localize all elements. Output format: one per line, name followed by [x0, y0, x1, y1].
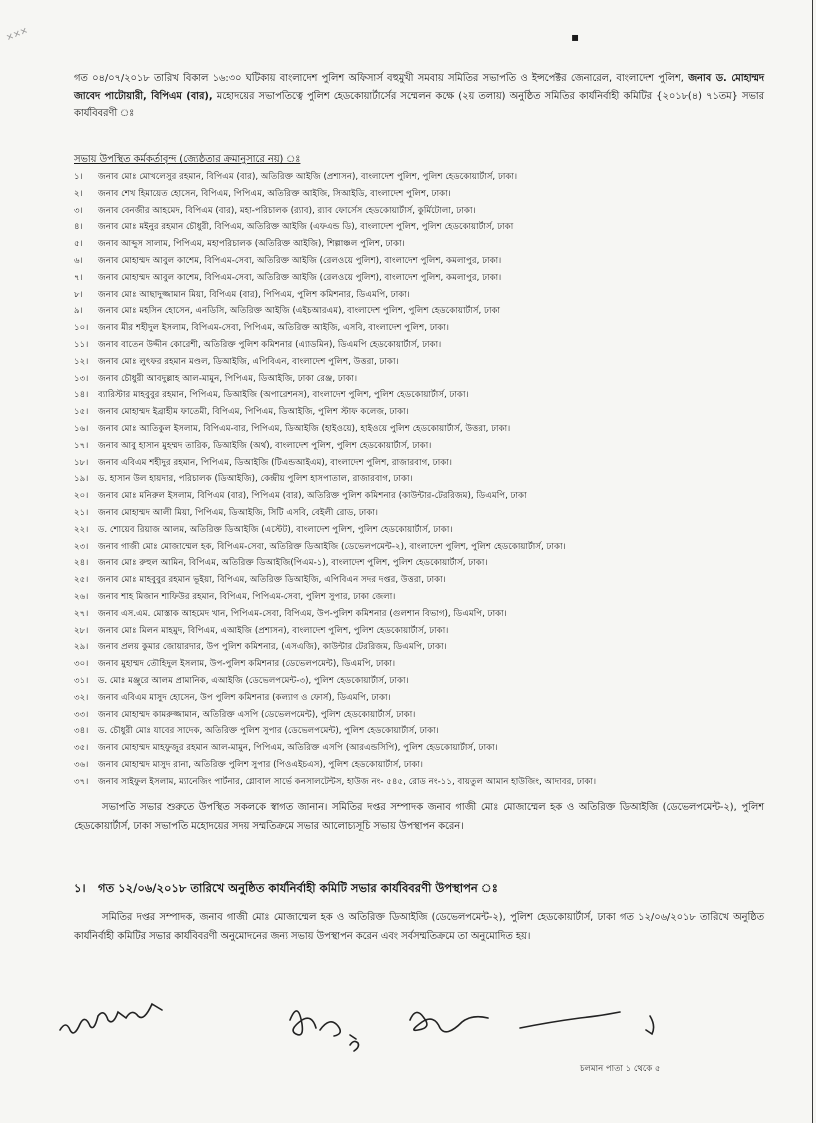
attendee-number: ১৬। [74, 423, 89, 434]
attendee-number: ৮। [74, 289, 83, 300]
signature-2 [290, 1011, 340, 1036]
signature-scribbles [50, 990, 750, 1060]
attendee-item [74, 572, 774, 589]
attendee-number: ২৪। [74, 558, 89, 569]
attendee-item [74, 539, 774, 556]
attendee-item [74, 623, 774, 640]
attendee-item [74, 455, 774, 472]
attendee-text: জনাব মোহাম্মদ মাহফুজুর রহমান আল-মামুন, পিপিএম, অতিরিক্ত এসপি (আরএন্ডসিপি), পুলিশ হেডকোয়ার্টার্স, ঢাকা। [98, 743, 498, 754]
attendee-item [74, 555, 774, 572]
attendee-number: ২৩। [74, 541, 89, 552]
attendee-item [74, 438, 774, 455]
attendee-number: ১১। [74, 339, 89, 350]
attendee-text: জনাব গাজী মোঃ মোজাম্মেল হক, বিপিএম-সেবা, অতিরিক্ত ডিআইজি (ডেভেলপমেন্ট-২), বাংলাদেশ পুলিশ, পুলিশ হেডকোয়ার্টার্স, ঢাকা। [98, 541, 566, 552]
attendee-number: ৩৩। [74, 709, 89, 720]
attendee-item [74, 320, 774, 337]
attendee-number: ২। [74, 188, 83, 199]
attendee-number: ২৭। [74, 608, 89, 619]
attendee-text: জনাব মোঃ মইনুর রহমান চৌধুরী, বিপিএম, অতিরিক্ত আইজি (এফএন্ড ডি), বাংলাদেশ পুলিশ, পুলিশ হেডকোয়ার্টার্স, ঢাকা [98, 222, 514, 233]
signature-3 [350, 1035, 359, 1051]
attendee-item [74, 488, 774, 505]
attendee-number: ৩৫। [74, 743, 89, 754]
attendee-item [74, 707, 774, 724]
attendee-number: ২০। [74, 491, 89, 502]
attendee-number: ৩৭। [74, 776, 89, 787]
attendee-text: জনাব শাহ মিজান শাফিউর রহমান, বিপিএম, পিপিএম-সেবা, পুলিশ সুপার, ঢাকা জেলা। [98, 591, 396, 602]
attendee-number: ২৮। [74, 625, 89, 636]
attendee-item [74, 236, 774, 253]
attendee-number: ৩৬। [74, 759, 89, 770]
signature-1 [60, 1004, 162, 1033]
attendee-number: ৩০। [74, 659, 89, 670]
attendee-item [74, 673, 774, 690]
attendee-item [74, 387, 774, 404]
attendee-text: জনাব মুহাম্মদ তৌহিদুল ইসলাম, উপ-পুলিশ কমিশনার (ডেভেলপমেন্ট), ডিএমপি, ঢাকা। [98, 659, 396, 670]
attendee-item [74, 169, 774, 186]
attendee-item [74, 303, 774, 320]
attendee-text: জনাব মোঃ আতিকুল ইসলাম, বিপিএম-বার, পিপিএম, ডিআইজি (হাইওয়ে), হাইওয়ে পুলিশ হেডকোয়ার্টার্স, উত্তরা, ঢাকা। [98, 423, 511, 434]
attendee-item [74, 656, 774, 673]
attendee-text: জনাব মোহাম্মদ আবুল কাশেম, বিপিএম-সেবা, অতিরিক্ত আইজি (রেলওয়ে পুলিশ), বাংলাদেশ পুলিশ, কমলাপুর, ঢাকা। [98, 272, 502, 283]
attendee-number: ২৫। [74, 575, 89, 586]
section-heading [74, 880, 774, 899]
attendee-item [74, 186, 774, 203]
attendee-text: জনাব মোঃ মিলন মাহমুদ, বিপিএম, এআইজি (প্রশাসন), বাংলাদেশ পুলিশ, পুলিশ হেডকোয়ার্টার্স, ঢাকা। [98, 625, 449, 636]
attendee-text: জনাব মোহাম্মদ আবুল কাশেম, বিপিএম-সেবা, অতিরিক্ত আইজি (রেলওয়ে পুলিশ), বাংলাদেশ পুলিশ, কমলাপুর, ঢাকা। [98, 255, 502, 266]
attendee-item [74, 690, 774, 707]
attendee-item [74, 723, 774, 740]
attendee-text: জনাব মোহাম্মদ আলী মিয়া, পিপিএম, ডিআইজি, সিটি এসবি, বেইলী রোড, ঢাকা। [98, 507, 379, 518]
attendee-number: ৯। [74, 306, 83, 317]
intro-part1: গত ০৪/০৭/২০১৮ তারিখ বিকাল ১৬:৩০ ঘটিকায় বাংলাদেশ পুলিশ অফিসার্স বহুমুখী সমবায় সমিতির সভাপতি ও ইন্সপেক্টর জেনারেল, বাংলাদেশ পুলিশ, [74, 73, 684, 84]
attendee-text: জনাব মোঃ মাহবুবুর রহমান ভূইয়া, বিপিএম, অতিরিক্ত ডিআইজি, এপিবিএন সদর দপ্তর, উত্তরা, ঢাকা। [98, 575, 446, 586]
attendee-item [74, 505, 774, 522]
attendee-text: জনাব এবিএম শহীদুর রহমান, পিপিএম, ডিআইজি (টিএন্ডআইএম), বাংলাদেশ পুলিশ, রাজারবাগ, ঢাকা। [98, 457, 452, 468]
attendee-text: জনাব মীর শহীদুল ইসলাম, বিপিএম-সেবা, পিপিএম, অতিরিক্ত আইজি, এসবি, বাংলাদেশ পুলিশ, ঢাকা। [98, 323, 449, 334]
attendee-text: জনাব আব্দুস সালাম, পিপিএম, মহাপরিচালক (অতিরিক্ত আইজি), শিল্পাঞ্চল পুলিশ, ঢাকা। [98, 239, 405, 250]
signatures [50, 990, 750, 1060]
attendee-text: ব্যারিস্টার মাহবুবুর রহমান, পিপিএম, ডিআইজি (অপারেশনস), বাংলাদেশ পুলিশ, পুলিশ হেডকোয়ার্টার্স, ঢাকা। [98, 390, 469, 401]
attendee-item [74, 354, 774, 371]
section-body: সমিতির দপ্তর সম্পাদক, জনাব গাজী মোঃ মোজাম্মেল হক ও অতিরিক্ত ডিআইজি (ডেভেলপমেন্ট-২), পুলিশ হেডকোয়ার্টার্স, ঢাকা গত ১২/০৬/২০১৮ তারিখে অনুষ্ঠিত কার্যনির্বাহী কমিটির সভার কার্যবিবরণী অনুমোদনের জন্য সভায় উপস্থাপন করেন এবং সর্বসম্মতিক্রমে তা অনুমোদিত হয়। [74, 912, 764, 942]
attendee-text: জনাব শেখ হিমায়েত হোসেন, বিপিএম, পিপিএম, অতিরিক্ত আইজি, সিআইডি, বাংলাদেশ পুলিশ, ঢাকা। [98, 188, 451, 199]
attendee-item [74, 404, 774, 421]
signature-6 [646, 1016, 654, 1034]
attendee-text: জনাব বেনজীর আহমেদ, বিপিএম (বার), মহা-পরিচালক (র‌্যাব), র‌্যাব ফোর্সেস হেডকোয়ার্টার্স, কুর্মিটোলা, ঢাকা। [98, 205, 476, 216]
attendee-text: জনাব এস.এম. মোস্তাক আহমেদ খান, পিপিএম-সেবা, বিপিএম, উপ-পুলিশ কমিশনার (গুলশান বিভাগ), ডিএমপি, ঢাকা। [98, 608, 507, 619]
attendee-item [74, 270, 774, 287]
attendee-text: জনাব মোঃ রুহুল আমিন, বিপিএম, অতিরিক্ত ডিআইজি(পিএম-১), বাংলাদেশ পুলিশ, পুলিশ হেডকোয়ার্টার্স, ঢাকা। [98, 558, 488, 569]
attendee-item [74, 639, 774, 656]
attendee-text: ড. মোঃ মঞ্জুরে আলম প্রামানিক, এআইজি (ডেভেলপমেন্ট-৩), পুলিশ হেডকোয়ার্টার্স, ঢাকা। [98, 675, 409, 686]
attendee-text: জনাব মোঃ মহসিন হোসেন, এনডিসি, অতিরিক্ত আইজি (এইচআরএম), বাংলাদেশ পুলিশ, পুলিশ হেডকোয়ার্টার্স, ঢাকা [98, 306, 501, 317]
attendee-number: ৪। [74, 222, 83, 233]
attendee-number: ১৮। [74, 457, 89, 468]
attendee-text: জনাব মোহাম্মদ কামরুজ্জামান, অতিরিক্ত এসপি (ডেভেলপমেন্ট), পুলিশ হেডকোয়ার্টার্স, ঢাকা। [98, 709, 416, 720]
attendee-number: ১। [74, 172, 83, 182]
attendee-text: ড. হাসান উল হায়দার, পরিচালক (ডিআইজি), কেন্দ্রীয় পুলিশ হাসপাতাল, রাজারবাগ, ঢাকা। [98, 474, 413, 485]
attendee-text: জনাব মোঃ লুৎফর রহমান মণ্ডল, ডিআইজি, এপিবিএন, বাংলাদেশ পুলিশ, উত্তরা, ঢাকা। [98, 356, 399, 367]
signature-5 [520, 1012, 620, 1028]
attendee-text: জনাব মোহাম্মদ মাসুদ রানা, অতিরিক্ত পুলিশ সুপার (পিওএইচএস), পুলিশ হেডকোয়ার্টার্স, ঢাকা। [98, 759, 424, 770]
section-title: গত ১২/০৬/২০১৮ তারিখে অনুষ্ঠিত কার্যনির্বাহী কমিটি সভার কার্যবিবরণী উপস্থাপন ঃ [98, 881, 498, 895]
attendee-text: জনাব মোঃ মোখলেসুর রহমান, বিপিএম (বার), অতিরিক্ত আইজি (প্রশাসন), বাংলাদেশ পুলিশ, পুলিশ হেডকোয়ার্টার্স, ঢাকা। [98, 172, 518, 182]
attendee-text: জনাব বাতেন উদ্দীন কোরেশী, অতিরিক্ত পুলিশ কমিশনার (এ্যাডমিন), ডিএমপি হেডকোয়ার্টার্স, ঢাকা। [98, 339, 442, 350]
staple-mark: ✕✕✕ [4, 26, 30, 44]
attendee-number: ২১। [74, 507, 89, 518]
opening-paragraph: সভাপতি সভার শুরুতে উপস্থিত সকলকে স্বাগত জানান। সমিতির দপ্তর সম্পাদক জনাব গাজী মোঃ মোজাম্মেল হক ও অতিরিক্ত ডিআইজি (ডেভেলপমেন্ট-২), পুলিশ হেডকোয়ার্টার্স, ঢাকা সভাপতি মহোদয়ের সদয় সম্মতিক্রমে সভার আলোচ্যসূচি সভায় উপস্থাপন করেন। [74, 802, 764, 832]
attendee-text: জনাব সাইফুল ইসলাম, ম্যানেজিং পার্টনার, গ্লোবাল সার্ভে কনসালটেন্টস, হাউজ নং- ৫৪৫, রোড নং-১১, বায়তুল আমান হাউজিং, আদাবর, ঢাকা। [98, 776, 597, 787]
attendee-number: ২২। [74, 524, 89, 535]
attendee-number: ১৫। [74, 407, 89, 418]
section-number: ১। [74, 881, 86, 895]
attendee-item [74, 219, 774, 236]
attendee-number: ১৭। [74, 440, 89, 451]
attendee-text: জনাব প্রলয় কুমার জোয়ারদার, উপ পুলিশ কমিশনার, (এসএজি), কাউন্টার টেররিজম, ডিএমপি, ঢাকা। [98, 642, 447, 653]
scan-edge-line [812, 0, 813, 1123]
attendee-number: ৩১। [74, 675, 89, 686]
attendee-number: ১৩। [74, 373, 89, 384]
attendee-number: ৬। [74, 255, 83, 266]
ink-dot: ▪ [571, 30, 580, 44]
attendee-item [74, 203, 774, 220]
attendee-text: জনাব চৌধুরী আবদুল্লাহ আল-মামুন, পিপিএম, ডিআইজি, ঢাকা রেঞ্জ, ঢাকা। [98, 373, 358, 384]
attendees-heading: সভায় উপস্থিত কর্মকর্তাবৃন্দ (জ্যেষ্ঠতার ক্রমানুসারে নয়) ঃ [74, 154, 301, 165]
attendee-number: ২৯। [74, 642, 89, 653]
attendee-number: ১০। [74, 323, 89, 334]
attendee-text: জনাব এবিএম মাসুদ হোসেন, উপ পুলিশ কমিশনার (কল্যাণ ও ফোর্স), ডিএমপি, ঢাকা। [98, 692, 391, 703]
attendee-number: ৩। [74, 205, 83, 216]
attendee-number: ৭। [74, 272, 83, 283]
page-continuation-note: চলমান পাতা ১ থেকে ৫ [580, 1064, 661, 1074]
attendee-item [74, 606, 774, 623]
attendee-item [74, 421, 774, 438]
attendee-item [74, 371, 774, 388]
attendee-item [74, 337, 774, 354]
attendee-item [74, 740, 774, 757]
intro-part2: মহোদয়ের সভাপতিত্বে পুলিশ হেডকোয়ার্টার্সের সম্মেলন কক্ষে (২য় তলায়) অনুষ্ঠিত সমিতির কার্যনির্বাহী কমিটির {২০১৮(৪) ৭১তম} সভার কার্যবিবরণী ঃ [74, 90, 764, 119]
attendee-number: ২৬। [74, 591, 89, 602]
attendee-text: জনাব মোহাম্মদ ইব্রাহীম ফাতেমী, বিপিএম, পিপিএম, ডিআইজি, পুলিশ স্টাফ কলেজ, ঢাকা। [98, 407, 409, 418]
attendee-number: ৩২। [74, 692, 89, 703]
attendee-text: জনাব মোঃ মনিরুল ইসলাম, বিপিএম (বার), পিপিএম (বার), অতিরিক্ত পুলিশ কমিশনার (কাউন্টার-টেররিজম), ডিএমপি, ঢাকা [98, 491, 527, 502]
attendee-item [74, 589, 774, 606]
chairperson-name: জনাব ড. মোহাম্মদ জাবেদ পাটোয়ারী, বিপিএম (বার), [74, 73, 764, 102]
attendee-text: ড. চৌধুরী মোঃ যাবের সাদেক, অতিরিক্ত পুলিশ সুপার (ডেভেলপমেন্ট), পুলিশ হেডকোয়ার্টার্স, ঢাকা। [98, 726, 439, 737]
signature-4 [410, 1012, 488, 1031]
attendee-text: ড. শোয়েব রিয়াজ আলম, অতিরিক্ত ডিআইজি (এস্টেট), বাংলাদেশ পুলিশ, পুলিশ হেডকোয়ার্টার্স, ঢাকা। [98, 524, 453, 535]
attendee-number: ১৪। [74, 390, 89, 401]
attendee-item [74, 757, 774, 774]
attendee-text: জনাব আবু হাসান মুহম্মদ তারিক, ডিআইজি (অর্থ), বাংলাদেশ পুলিশ, পুলিশ হেডকোয়ার্টার্স, ঢাকা। [98, 440, 432, 451]
attendees-list [74, 169, 774, 790]
attendee-number: ৫। [74, 239, 83, 250]
attendee-item [74, 522, 774, 539]
intro-paragraph [74, 70, 764, 123]
attendee-item [74, 287, 774, 304]
attendee-number: ৩৪। [74, 726, 89, 737]
attendee-item [74, 774, 774, 791]
attendee-text: জনাব মোঃ আছাদুজ্জামান মিয়া, বিপিএম (বার), পিপিএম, পুলিশ কমিশনার, ডিএমপি, ঢাকা। [98, 289, 410, 300]
attendee-item [74, 253, 774, 270]
attendee-number: ১২। [74, 356, 89, 367]
attendee-item [74, 471, 774, 488]
attendee-number: ১৯। [74, 474, 89, 485]
